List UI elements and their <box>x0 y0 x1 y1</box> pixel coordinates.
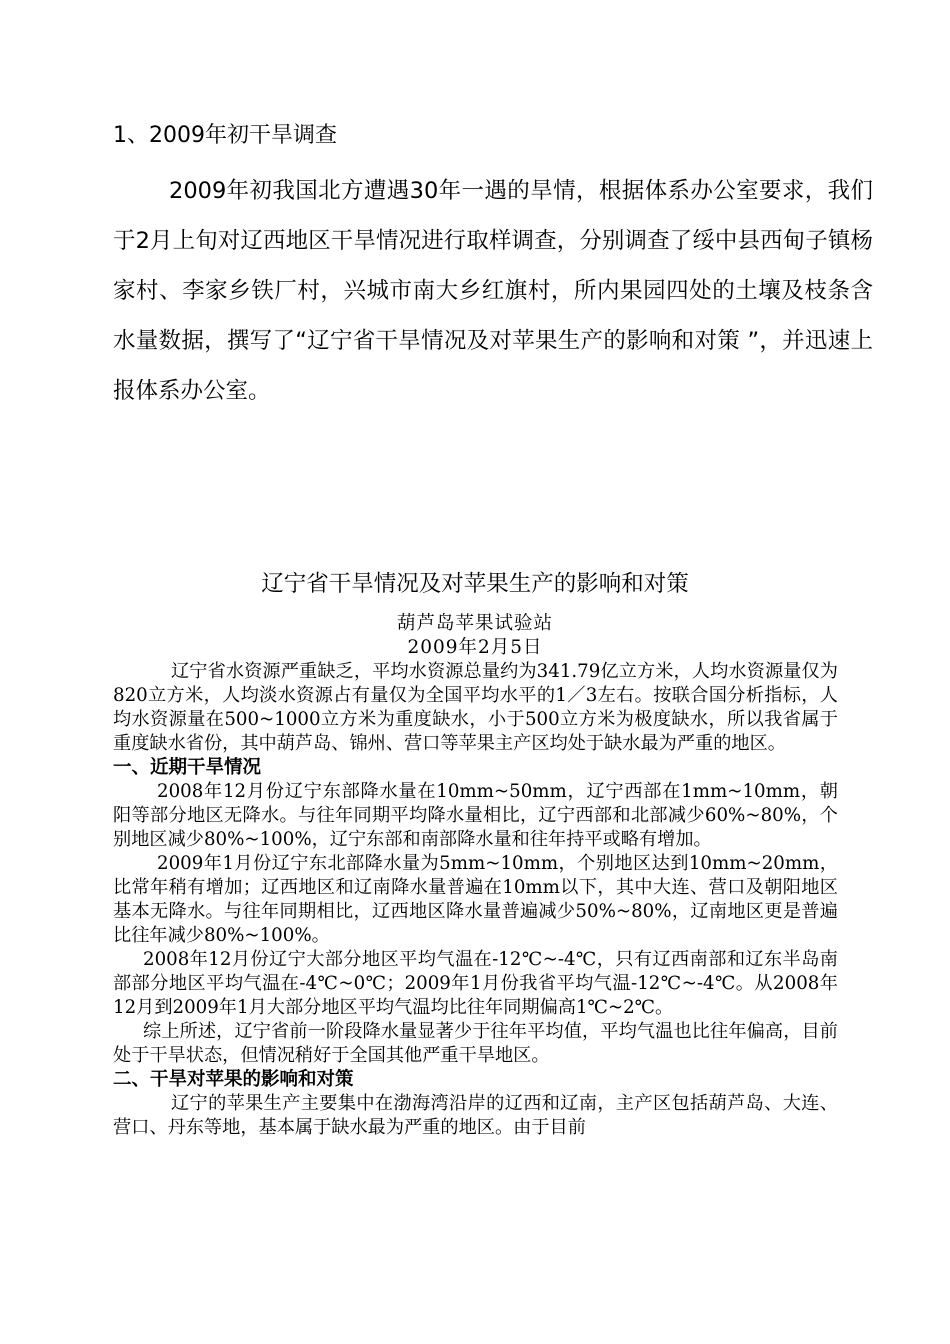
paragraph-water-resources: 辽宁省水资源严重缺乏，平均水资源总量约为341.79亿立方米，人均水资源量仅为820立方米，人均淡水资源占有量仅为全国平均水平的1／3左右。按联合国分析指标，人均水资源量在500~1000立方米为重度缺水，小于500立方米为极度缺水，所以我省属于重度缺水省份，其中葫芦岛、锦州、营口等苹果主产区均处于缺水最为严重的地区。 <box>113 661 838 754</box>
paragraph-dec-precipitation: 2008年12月份辽宁东部降水量在10mm~50mm，辽宁西部在1mm~10mm，朝阳等部分地区无降水。与往年同期平均降水量相比，辽宁西部和北部减少60%~80%，个别地区减少80%~100%，辽宁东部和南部降水量和往年持平或略有增加。 <box>113 781 838 850</box>
intro-paragraph: 2009年初我国北方遭遇30年一遇的旱情，根据体系办公室要求，我们于2月上旬对辽西地区干旱情况进行取样调查，分别调查了绥中县西甸子镇杨家村、李家乡铁厂村，兴城市南大乡红旗村，所内果园四处的土壤及枝条含水量数据，撰写了“辽宁省干旱情况及对苹果生产的影响和对策 ”，并迅速上报体系办公室。 <box>113 178 873 404</box>
heading-recent-drought: 一、近期干旱情况 <box>113 757 262 778</box>
paragraph-jan-precipitation: 2009年1月份辽宁东北部降水量为5mm~10mm，个别地区达到10mm~20mm，比常年稍有增加；辽西地区和辽南降水量普遍在10mm以下，其中大连、营口及朝阳地区基本无降水。与往年同期相比，辽西地区降水量普遍减少50%~80%，辽南地区更是普遍比往年减少80%~100%。 <box>113 853 838 946</box>
paragraph-apple-production: 辽宁的苹果生产主要集中在渤海湾沿岸的辽西和辽南，主产区包括葫芦岛、大连、营口、丹东等地，基本属于缺水最为严重的地区。由于目前 <box>113 1093 838 1138</box>
report-date: 2009年2月5日 <box>407 637 543 658</box>
paragraph-temperature: 2008年12月份辽宁大部分地区平均气温在-12℃~-4℃，只有辽西南部和辽东半岛南部部分地区平均气温在-4℃~0℃；2009年1月份我省平均气温-12℃~-4℃。从2008年12月到2009年1月大部分地区平均气温均比往年同期偏高1℃~2℃。 <box>113 949 838 1018</box>
report-organization: 葫芦岛苹果试验站 <box>396 613 553 634</box>
report-title: 辽宁省干旱情况及对苹果生产的影响和对策 <box>261 571 689 597</box>
section-heading: 1、2009年初干旱调查 <box>113 123 337 148</box>
heading-impact-and-measures: 二、干旱对苹果的影响和对策 <box>113 1069 354 1090</box>
report-body <box>113 660 838 1140</box>
paragraph-summary: 综上所述，辽宁省前一阶段降水量显著少于往年平均值，平均气温也比往年偏高，目前处于干旱状态，但情况稍好于全国其他严重干旱地区。 <box>113 1021 838 1066</box>
